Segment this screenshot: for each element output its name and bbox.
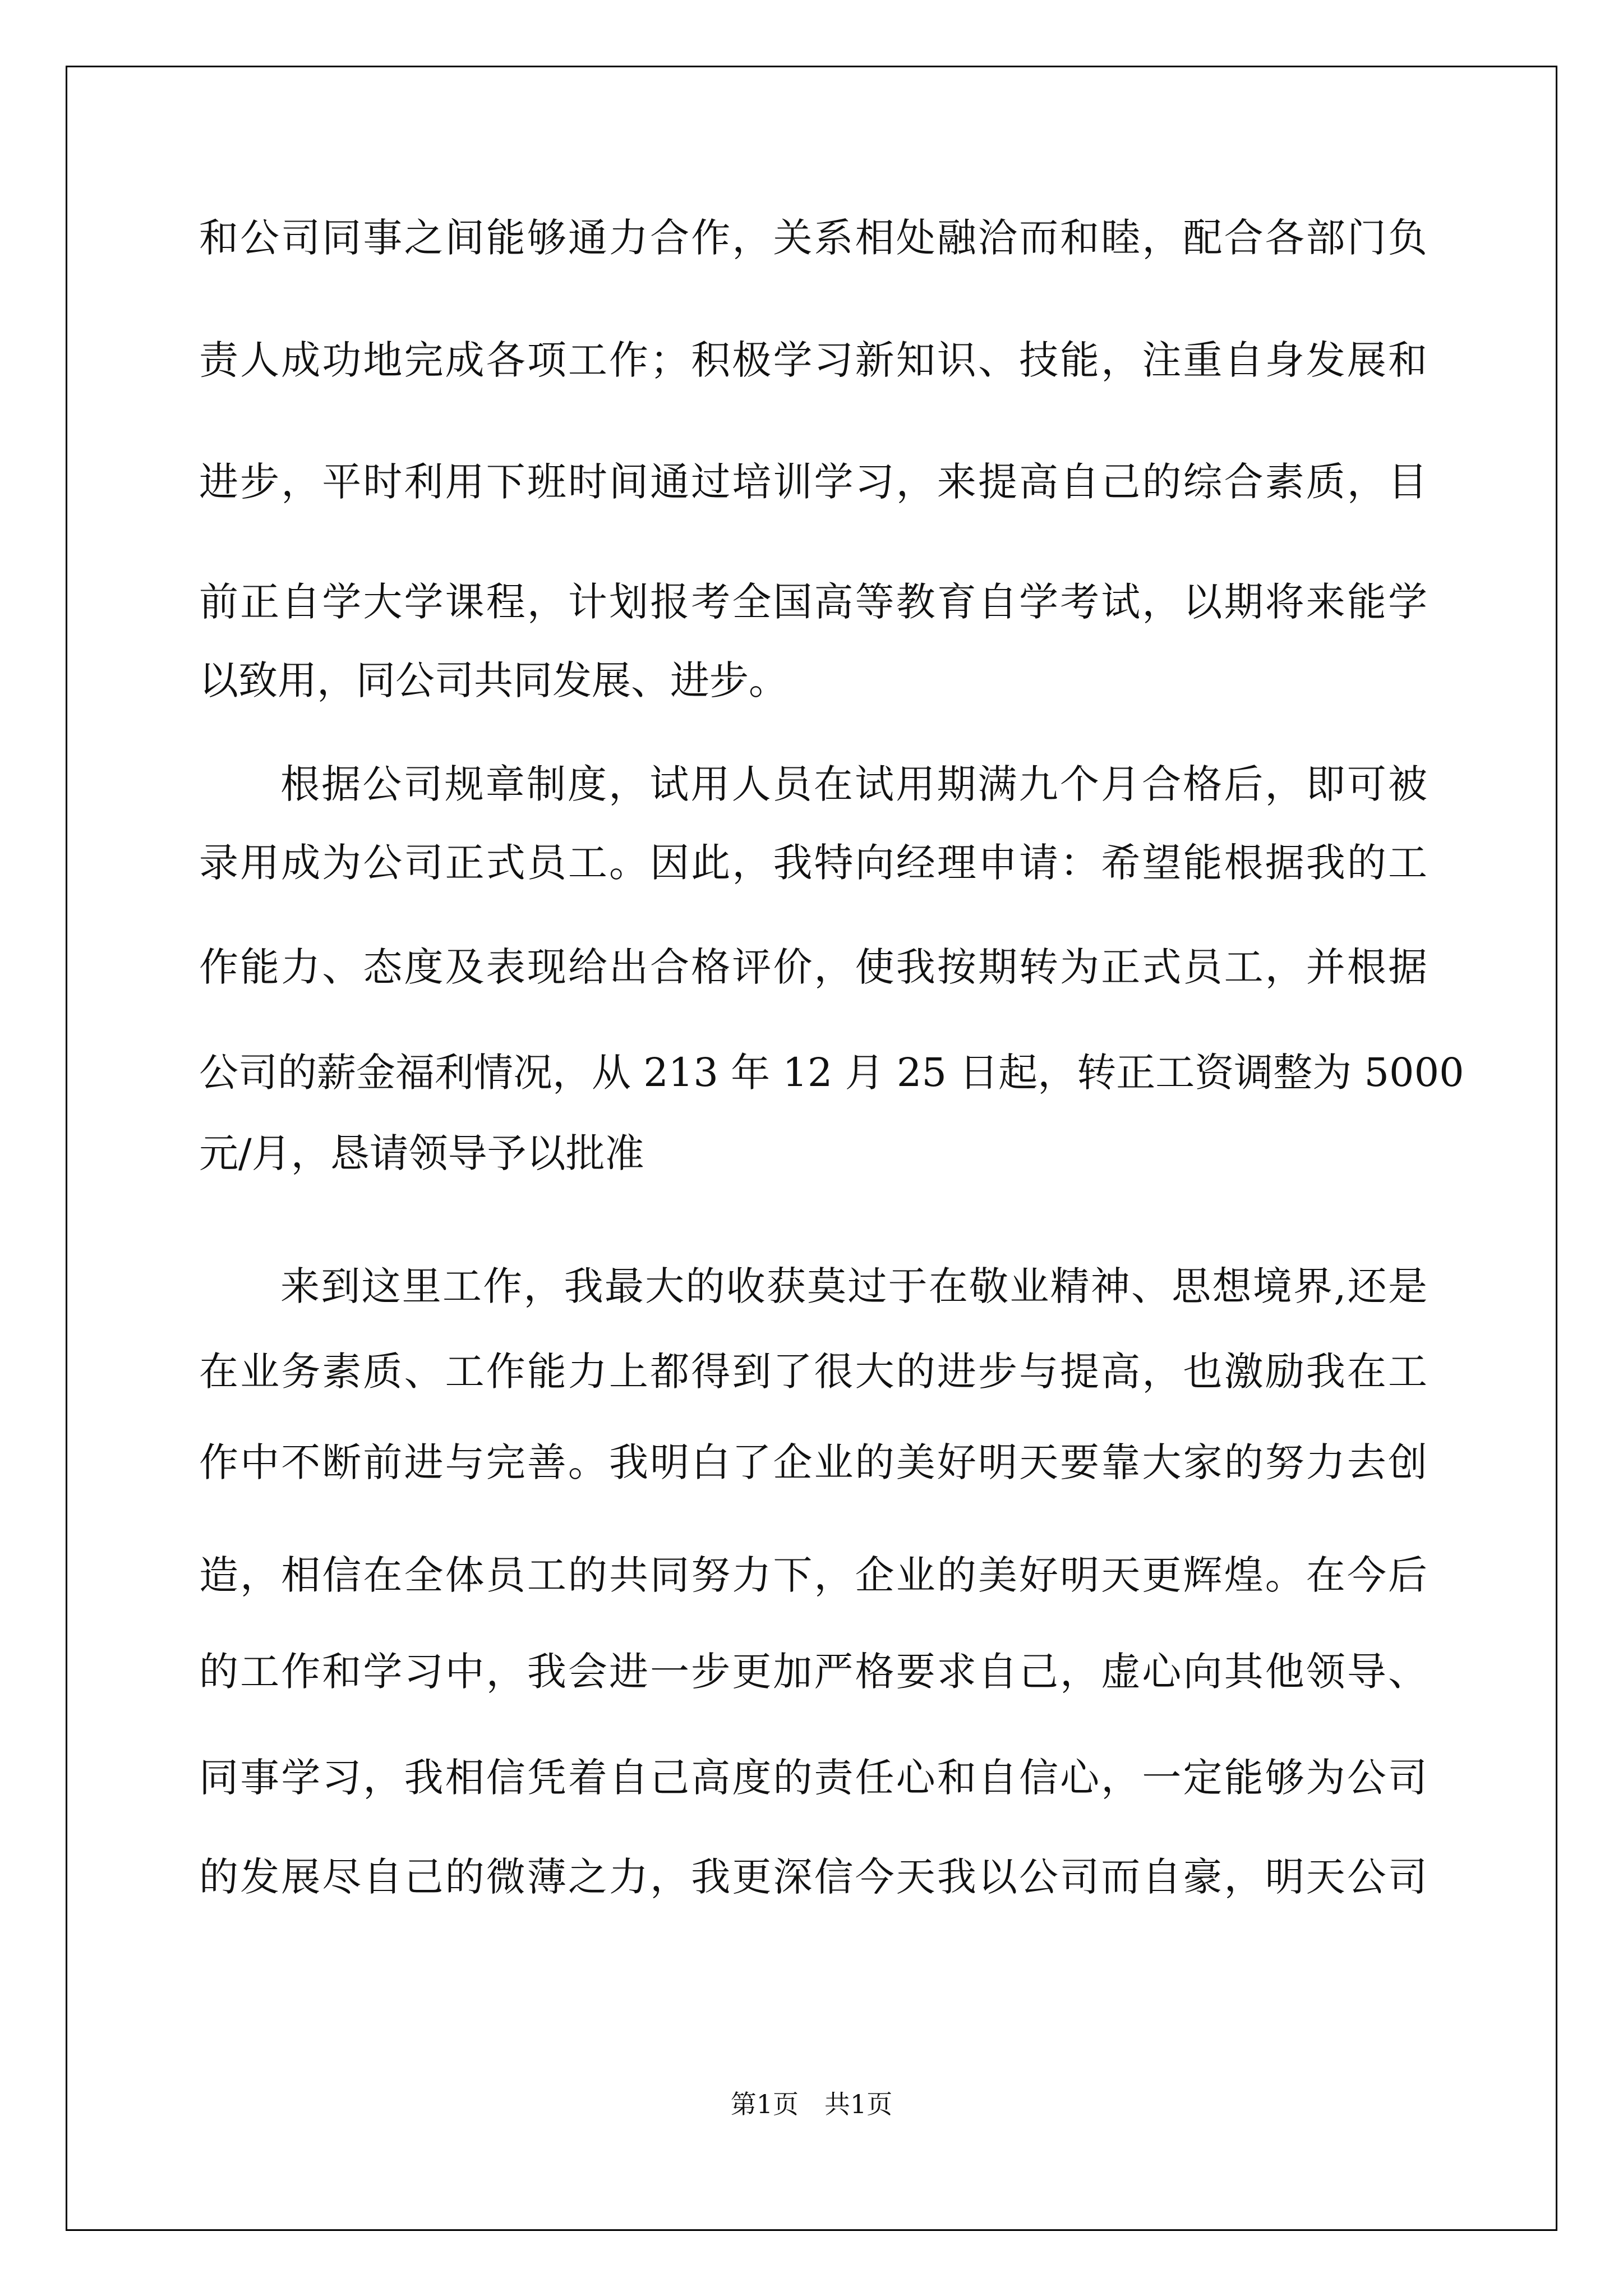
paragraph-line: 的发展尽自己的微薄之力，我更深信今天我以公司而自豪，明天公司: [199, 1854, 1427, 1900]
paragraph-line: 进步，平时利用下班时间通过培训学习，来提高自己的综合素质，目: [199, 459, 1427, 505]
paragraph-line: 同事学习，我相信凭着自己高度的责任心和自信心，一定能够为公司: [199, 1755, 1427, 1801]
paragraph-line: 前正自学大学课程，计划报考全国高等教育自学考试，以期将来能学: [199, 579, 1427, 625]
paragraph-line: 造，相信在全体员工的共同努力下，企业的美好明天更辉煌。在今后: [199, 1552, 1427, 1598]
paragraph-line: 公司的薪金福利情况，从 213 年 12 月 25 日起，转正工资调整为 5000: [199, 1050, 1464, 1096]
paragraph-line: 在业务素质、工作能力上都得到了很大的进步与提高，也激励我在工: [199, 1349, 1427, 1395]
paragraph-line: 录用成为公司正式员工。因此，我特向经理申请：希望能根据我的工: [199, 840, 1427, 886]
paragraph-line: 的工作和学习中，我会进一步更加严格要求自己，虚心向其他领导、: [199, 1649, 1427, 1695]
paragraph-line: 作中不断前进与完善。我明白了企业的美好明天要靠大家的努力去创: [199, 1439, 1427, 1485]
paragraph-line: 来到这里工作，我最大的收获莫过于在敬业精神、思想境界,还是: [280, 1263, 1427, 1309]
page-number-footer: 第1页 共1页: [730, 2089, 893, 2119]
paragraph-line: 作能力、态度及表现给出合格评价，使我按期转为正式员工，并根据: [199, 944, 1427, 990]
paragraph-line: 元/月，恳请领导予以批准: [199, 1130, 644, 1176]
paragraph-line: 根据公司规章制度，试用人员在试用期满九个月合格后，即可被: [280, 761, 1427, 807]
paragraph-line: 以致用，同公司共同发展、进步。: [199, 657, 788, 703]
paragraph-line: 责人成功地完成各项工作；积极学习新知识、技能，注重自身发展和: [199, 337, 1427, 383]
paragraph-line: 和公司同事之间能够通力合作，关系相处融洽而和睦，配合各部门负: [199, 215, 1427, 261]
